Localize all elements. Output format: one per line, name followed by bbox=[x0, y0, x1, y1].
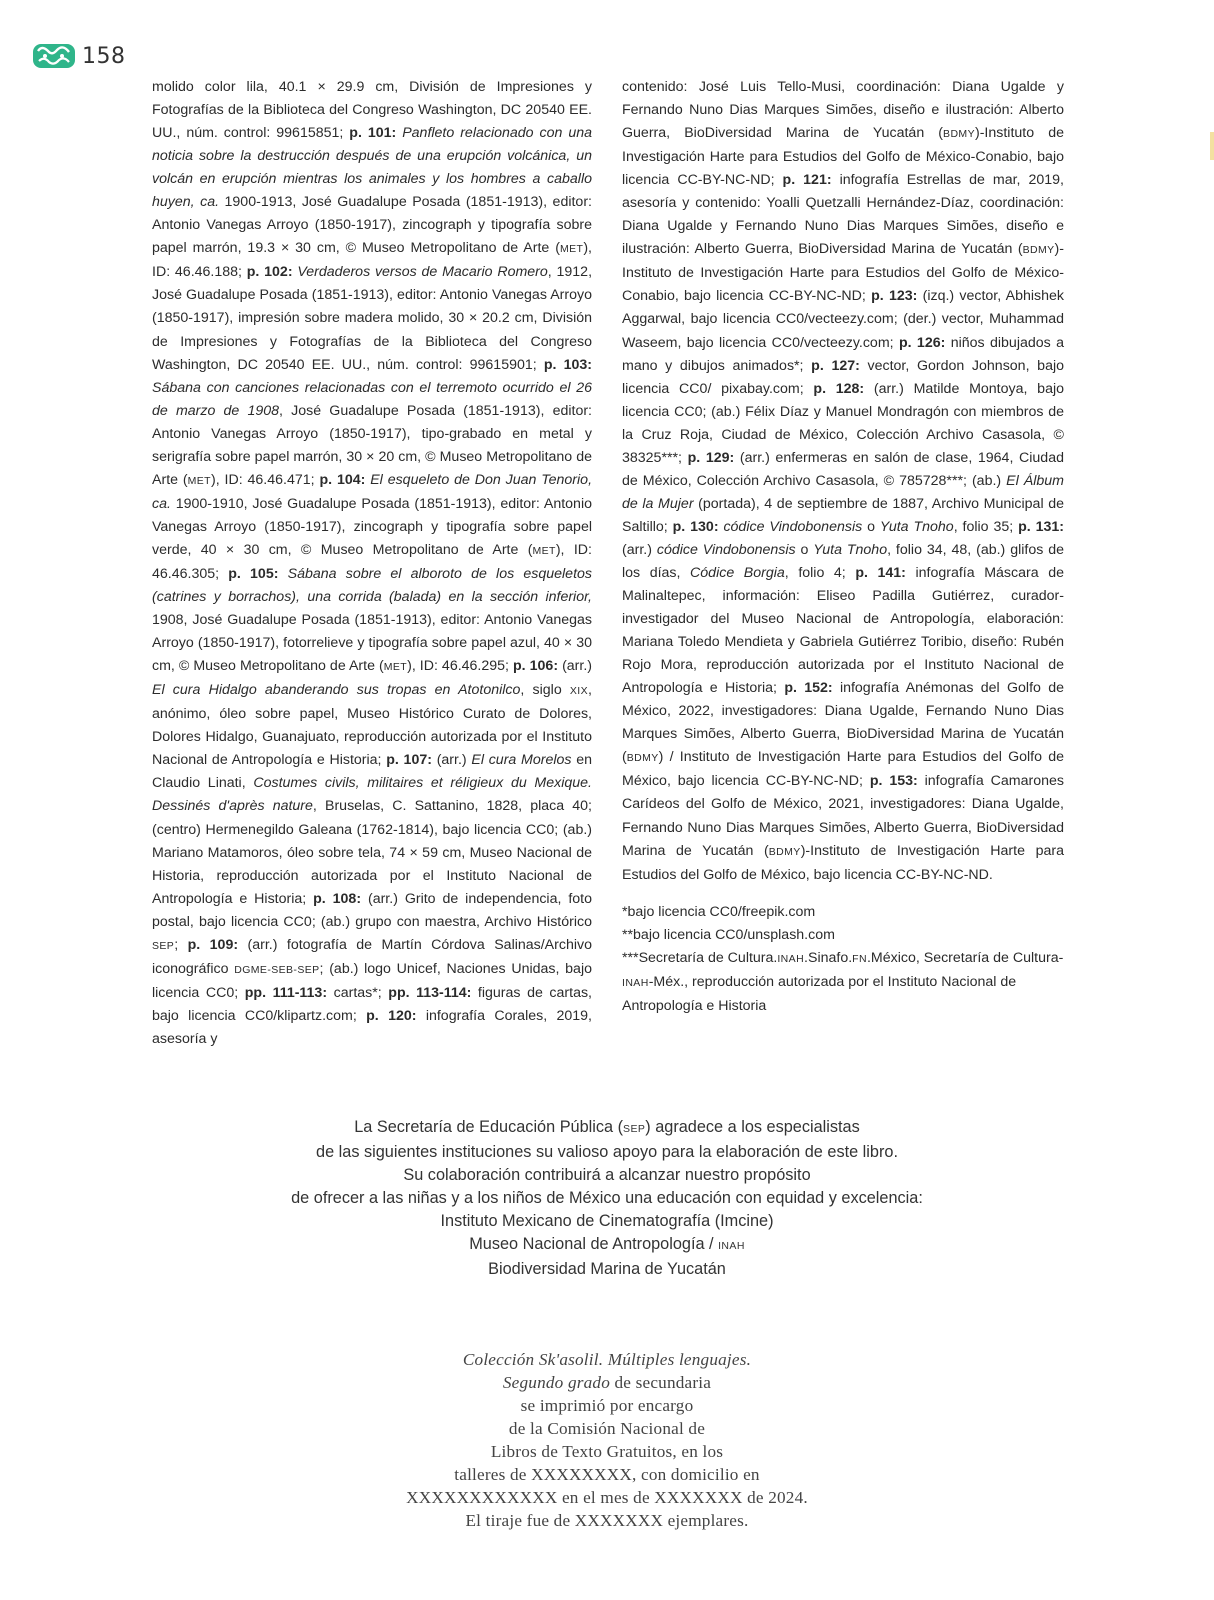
footnote-acronym: INAH bbox=[622, 976, 649, 989]
page-reference: p. 126: bbox=[898, 334, 951, 351]
credit-text: niños dibujados a mano y dibujos animados*; bbox=[622, 334, 1064, 374]
page-reference: p. 109: bbox=[187, 936, 248, 953]
credit-text: )-Instituto de Investigación Harte para Estudios del Golfo de México-Conabio, bajo licencia CC-BY-NC-ND; bbox=[622, 241, 1064, 305]
page-reference: p. 102: bbox=[246, 264, 298, 281]
ack-line: Su colaboración contribuirá a alcanzar nuestro propósito bbox=[403, 1166, 811, 1184]
acronym: MET bbox=[187, 474, 211, 487]
green-glyph-logo-icon bbox=[32, 41, 76, 71]
ack-line: de las siguientes instituciones su valioso apoyo para la elaboración de este libro. bbox=[316, 1143, 898, 1161]
page-reference: p. 108: bbox=[313, 890, 368, 907]
acronym: MET bbox=[559, 243, 584, 256]
acronym: MET bbox=[383, 661, 408, 674]
work-title: El cura Morelos bbox=[471, 752, 572, 769]
work-title: El cura Hidalgo abanderando sus tropas en Atotonilco bbox=[152, 682, 521, 699]
credit-text: , folio 34, 48, (ab.) glifos de los días, bbox=[622, 541, 1064, 581]
page-reference: p. 105: bbox=[228, 565, 288, 582]
footnotes bbox=[622, 901, 1064, 1018]
page-reference: p. 128: bbox=[813, 380, 874, 397]
page-reference: p. 120: bbox=[366, 1007, 426, 1024]
credit-text: ), ID: 46.46.188; bbox=[152, 240, 592, 281]
page-reference: p. 141: bbox=[855, 564, 916, 581]
credit-text: infografía Corales, 2019, asesoría y bbox=[152, 1007, 593, 1047]
ack-text: ) agradece a los especialistas bbox=[645, 1118, 860, 1136]
credit-text: ) / Instituto de Investigación Harte para Estudios del Golfo de México, bajo licencia CC-BY-NC-ND; bbox=[622, 749, 1064, 790]
work-title: Costumes civils, militaires et réligieux du Mexique. Dessinés d'après nature bbox=[152, 775, 592, 815]
acronym: SEP bbox=[152, 939, 175, 952]
credit-text: 1900-1913, José Guadalupe Posada (1851-1913), editor: Antonio Vanegas Arroyo (1850-1917), zincograph y tipografía sobre papel marrón, 19.3 × 30 cm, © Museo Metropolitano de Arte ( bbox=[152, 194, 592, 257]
work-title: Yuta Tnoho bbox=[879, 518, 954, 535]
page-number: 158 bbox=[82, 43, 126, 69]
credit-text: (arr.) Grito de independencia, foto postal, bajo licencia CC0; (ab.) grupo con maestra, Archivo Histórico bbox=[152, 890, 592, 930]
acronym: BDMY bbox=[1022, 244, 1055, 257]
credit-text: ), ID: 46.46.471; bbox=[211, 471, 320, 488]
footnote-acronym: FN bbox=[852, 952, 867, 965]
page-reference: p. 106: bbox=[513, 658, 563, 675]
footnote-acronym: INAH bbox=[777, 952, 805, 965]
credit-text: figuras de cartas, bajo licencia CC0/klipartz.com; bbox=[152, 984, 592, 1024]
page-reference: p. 153: bbox=[869, 773, 925, 790]
credit-text: )-Instituto de Investigación Harte para Estudios del Golfo de México, bajo licencia CC-BY-NC-ND. bbox=[622, 842, 1064, 883]
credit-text: infografía Estrellas de mar, 2019, asesoría y contenido: Yoalli Quetzalli Hernández-Díaz, coordinación: Diana Ugalde y Fernando Nuno Dias Marques Simões, diseño e ilustración: Alberto Guerra, BioDiversidad Marina de Yucatán ( bbox=[622, 172, 1065, 258]
credit-text: ; bbox=[174, 936, 188, 953]
credit-text: , folio 4; bbox=[784, 564, 856, 581]
work-title: códice Vindobonensis bbox=[723, 518, 863, 535]
colophon-text: de secundaria bbox=[610, 1373, 712, 1392]
credit-text: infografía Anémonas del Golfo de México, 2022, investigadores: Diana Ugalde, Fernando Nuno Dias Marques Simões, Alberto Guerra, BioDiversidad Marina de Yucatán ( bbox=[622, 680, 1064, 766]
credit-text: molido color lila, 40.1 × 29.9 cm, División de Impresiones y Fotografías de la Biblioteca del Congreso Washington, DC 20540 EE. UU., núm. control: 99615851; bbox=[152, 79, 592, 142]
ack-acronym: SEP bbox=[623, 1123, 646, 1135]
credit-text: , 1912, José Guadalupe Posada (1851-1913), editor: Antonio Vanegas Arroyo (1850-1917), impresión sobre madera molido, 30 × 20.2 cm, División de Impresiones y Fotografías de la Biblioteca del Congreso Washington, DC 20540 EE. UU., núm. control: 99615901; bbox=[152, 264, 593, 373]
credit-text: o bbox=[795, 541, 814, 558]
ack-line bbox=[0, 1116, 1214, 1141]
credit-text: ; (ab.) logo Unicef, Naciones Unidas, bajo licencia CC0; bbox=[152, 960, 592, 1001]
colophon bbox=[0, 1348, 1214, 1532]
credit-text: o bbox=[862, 518, 880, 535]
acronym: BDMY bbox=[626, 752, 659, 765]
credits-column-right bbox=[622, 76, 1064, 1018]
ack-institution bbox=[0, 1233, 1214, 1258]
credits-column-left bbox=[152, 76, 592, 1051]
credit-text: (arr.) Matilde Montoya, bajo licencia CC0; (ab.) Félix Díaz y Manuel Mondragón con miembros de la Cruz Roja, Ciudad de México, Colección Archivo Casasola, © 38325***; bbox=[622, 380, 1064, 466]
credit-text: , anónimo, óleo sobre papel, Museo Histórico Curato de Dolores, Dolores Hidalgo, Guanajuato, reproducción autorizada por el Instituto Nacional de Antropología e Historia; bbox=[152, 682, 592, 769]
acronym: MET bbox=[532, 544, 556, 557]
credit-text: )-Instituto de Investigación Harte para Estudios del Golfo de México-Conabio, bajo licencia CC-BY-NC-ND; bbox=[622, 125, 1065, 189]
edge-mark bbox=[1210, 132, 1214, 160]
colophon-line: El tiraje fue de XXXXXXX ejemplares. bbox=[465, 1511, 749, 1530]
ack-line: de ofrecer a las niñas y a los niños de México una educación con equidad y excelencia: bbox=[291, 1189, 923, 1207]
credit-text: ), ID: 46.46.295; bbox=[407, 658, 514, 675]
ack-acronym: INAH bbox=[718, 1240, 745, 1252]
page-reference: p. 107: bbox=[386, 752, 437, 769]
credit-text: contenido: José Luis Tello-Musi, coordinación: Diana Ugalde y Fernando Nuno Dias Marques Simões, diseño e ilustración: Alberto Guerra, BioDiversidad Marina de Yucatán ( bbox=[622, 79, 1064, 142]
work-title: Sábana sobre el alboroto de los esqueletos (catrines y borrachos), una corrida (balada) en la sección inferior, bbox=[152, 565, 592, 606]
ack-institution: Biodiversidad Marina de Yucatán bbox=[488, 1260, 726, 1278]
work-title: Verdaderos versos de Macario Romero bbox=[297, 264, 548, 281]
footnote bbox=[622, 947, 1064, 1018]
work-title: Códice Borgia bbox=[690, 564, 785, 581]
colophon-line bbox=[0, 1371, 1214, 1394]
colophon-line: talleres de XXXXXXXX, con domicilio en bbox=[454, 1465, 760, 1484]
acronym: XIX bbox=[569, 685, 589, 698]
page-reference: p. 130: bbox=[672, 518, 724, 535]
page-reference: p. 103: bbox=[543, 356, 592, 373]
ack-text: Museo Nacional de Antropología / bbox=[469, 1235, 719, 1253]
work-title: El Álbum de la Mujer bbox=[622, 472, 1064, 512]
credit-text: 1908, José Guadalupe Posada (1851-1913), editor: Antonio Vanegas Arroyo (1850-1917), fotorrelieve y tipografía sobre papel azul, 40 × 30 cm, © Museo Metropolitano de Arte ( bbox=[152, 612, 592, 675]
ack-institution: Instituto Mexicano de Cinematografía (Imcine) bbox=[440, 1212, 774, 1230]
footnote: **bajo licencia CC0/unsplash.com bbox=[622, 926, 835, 943]
acronym: DGME-SEB-SEP bbox=[234, 963, 320, 976]
page-reference: p. 101: bbox=[349, 125, 403, 142]
credit-text: , Bruselas, C. Sattanino, 1828, placa 40; (centro) Hermenegildo Galeana (1762-1814), bajo licencia CC0; (ab.) Mariano Matamoros, óleo sobre tela, 74 × 59 cm, Museo Nacional de Historia, reproducción autorizada por el Instituto Nacional de Antropología e Historia; bbox=[152, 798, 592, 907]
page-reference: p. 152: bbox=[784, 680, 840, 697]
credit-text: ), ID: 46.46.305; bbox=[152, 541, 592, 582]
credit-text: en Claudio Linati, bbox=[152, 752, 593, 792]
work-title: Yuta Tnoho bbox=[813, 541, 888, 558]
colophon-line: se imprimió por encargo bbox=[520, 1396, 694, 1415]
work-title: Panfleto relacionado con una noticia sobre la destrucción después de una erupción volcánica, un volcán en erupción mientras los animales y los hombres a caballo huyen, ca. bbox=[152, 125, 592, 211]
credit-text: , folio 35; bbox=[953, 518, 1019, 535]
colophon-line: XXXXXXXXXXXX en el mes de XXXXXXX de 2024. bbox=[406, 1488, 808, 1507]
page-reference: p. 121: bbox=[782, 172, 840, 189]
colophon-line: Libros de Texto Gratuitos, en los bbox=[490, 1442, 724, 1461]
credit-text: (arr.) enfermeras en salón de clase, 1964, Ciudad de México, Colección Archivo Casasola, © 785728***; (ab.) bbox=[622, 449, 1064, 489]
credits-paragraph bbox=[152, 76, 592, 1051]
credit-text: infografía Camarones Carídeos del Golfo de México, 2021, investigadores: Diana Ugalde, Fernando Nuno Dias Marques Simões, Alberto Guerra, BioDiversidad Marina de Yucatán ( bbox=[622, 773, 1064, 859]
work-title: El esqueleto de Don Juan Tenorio, ca. bbox=[152, 471, 593, 512]
credit-text: , José Guadalupe Posada (1851-1913), editor: Antonio Vanegas Arroyo (1850-1917), tipo-grabado en metal y serigrafía sobre papel marrón, 30 × 20 cm, © Museo Metropolitano de Arte ( bbox=[152, 402, 592, 488]
footnote-text: .Sinafo. bbox=[804, 949, 853, 966]
page-reference: p. 123: bbox=[871, 288, 923, 305]
footnote-text: -Méx., reproducción autorizada por el Instituto Nacional de Antropología e Historia bbox=[622, 973, 1017, 1014]
footnote-text: ***Secretaría de Cultura. bbox=[622, 949, 778, 966]
credit-text: (portada), 4 de septiembre de 1887, Archivo Municipal de Saltillo; bbox=[622, 495, 1065, 535]
page-reference: p. 127: bbox=[811, 357, 868, 374]
page-reference: pp. 111-113: bbox=[244, 984, 334, 1001]
acronym: BDMY bbox=[768, 845, 801, 858]
work-title: códice Vindobonensis bbox=[656, 541, 796, 558]
credit-text: 1900-1910, José Guadalupe Posada (1851-1913), editor: Antonio Vanegas Arroyo (1850-1917), zincograph y tipografía sobre papel verde, 40 × 30 cm, © Museo Metropolitano de Arte ( bbox=[152, 495, 592, 558]
credit-text: (arr.) fotografía de Martín Córdova Salinas/Archivo iconográfico bbox=[152, 936, 592, 977]
credit-text: (izq.) vector, Abhishek Aggarwal, bajo licencia CC0/vecteezy.com; (der.) vector, Muhammad Waseem, bajo licencia CC0/vecteezy.com; bbox=[622, 288, 1064, 351]
credit-text: , siglo bbox=[520, 682, 570, 699]
ack-text: La Secretaría de Educación Pública ( bbox=[354, 1118, 624, 1136]
credits-paragraph bbox=[622, 76, 1064, 887]
page-reference: p. 104: bbox=[319, 471, 371, 488]
page-reference: pp. 113-114: bbox=[388, 984, 478, 1001]
page-reference: p. 131: bbox=[1018, 518, 1064, 535]
credit-text: vector, Gordon Johnson, bajo licencia CC0/ pixabay.com; bbox=[622, 357, 1064, 397]
work-title: Sábana con canciones relacionadas con el terremoto ocurrido el 26 de marzo de 1908 bbox=[152, 379, 592, 419]
credit-text: cartas*; bbox=[333, 984, 389, 1001]
colophon-line bbox=[0, 1348, 1214, 1371]
acronym: BDMY bbox=[943, 128, 975, 141]
page-reference: p. 129: bbox=[687, 449, 740, 466]
credit-text: (arr.) bbox=[622, 541, 657, 558]
credit-text: (arr.) bbox=[436, 752, 472, 769]
acknowledgements bbox=[0, 1116, 1214, 1281]
page-header bbox=[32, 38, 126, 74]
credit-text: (arr.) bbox=[562, 658, 593, 675]
colophon-grade: Segundo grado bbox=[502, 1373, 611, 1392]
credit-text: infografía Máscara de Malinaltepec, información: Eliseo Padilla Gutiérrez, curador-investigador del Museo Nacional de Antropología, elaboración: Mariana Toledo Mendieta y Gabriela Gutiérrez Toribio, diseño: Rubén Rojo Mora, reproducción autorizada por el Instituto Nacional de Antropología e Historia; bbox=[622, 564, 1064, 697]
colophon-title: Colección Sk'asolil. Múltiples lenguajes. bbox=[462, 1350, 752, 1369]
footnote: *bajo licencia CC0/freepik.com bbox=[622, 903, 816, 920]
colophon-line: de la Comisión Nacional de bbox=[508, 1419, 706, 1438]
footnote-text: .México, Secretaría de Cultura- bbox=[866, 949, 1064, 966]
